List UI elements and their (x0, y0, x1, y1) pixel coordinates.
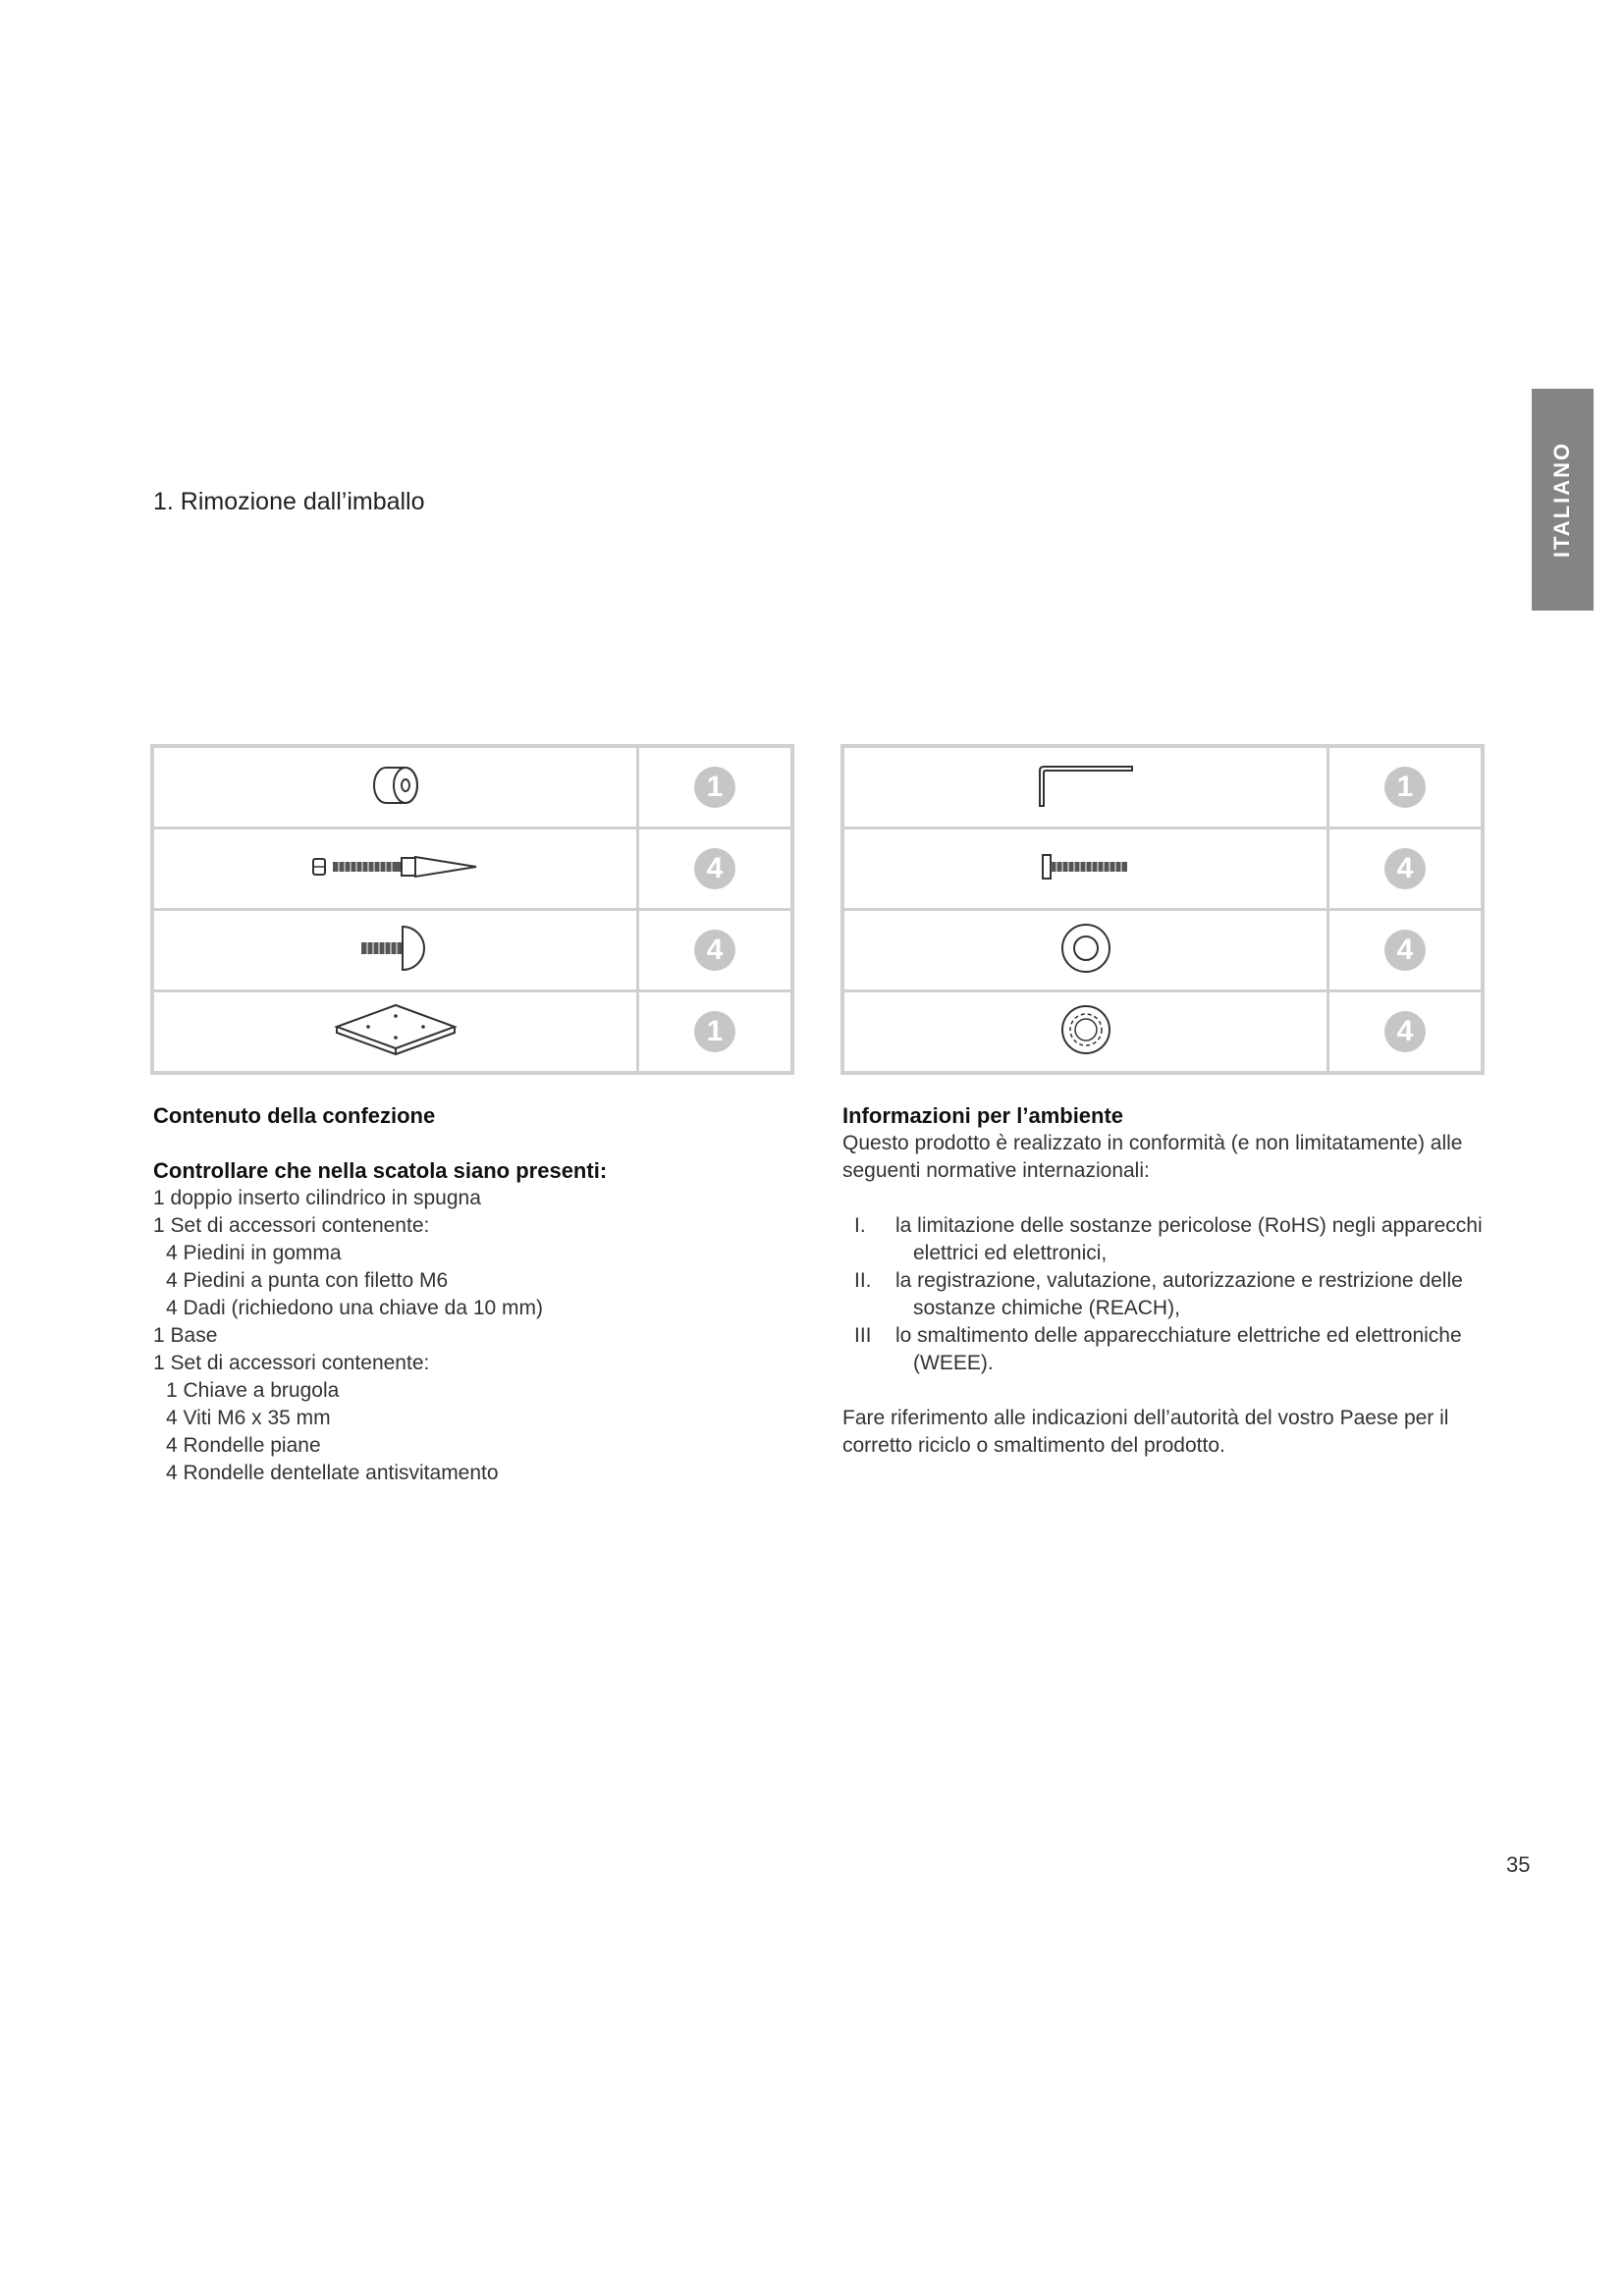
contents-line: 4 Dadi (richiedono una chiave da 10 mm) (166, 1297, 544, 1319)
quantity-badge: 4 (1384, 930, 1426, 971)
screw-icon (1037, 849, 1135, 884)
contents-line: 4 Viti M6 x 35 mm (166, 1407, 331, 1429)
base-plate-icon (327, 999, 464, 1060)
part-row (842, 828, 1483, 910)
spike-foot-icon (307, 847, 484, 886)
quantity-badge: 1 (1384, 767, 1426, 808)
part-row (842, 910, 1483, 991)
contents-line: 1 Base (153, 1324, 218, 1347)
regulation-number: III (854, 1324, 872, 1347)
regulation-item (842, 1212, 1490, 1267)
foam-cylinder-icon (356, 756, 435, 815)
language-tab (1532, 389, 1594, 611)
regulation-number: I. (854, 1214, 866, 1237)
quantity-badge: 4 (1384, 848, 1426, 889)
regulation-item (842, 1322, 1490, 1377)
contents-line: 1 doppio inserto cilindrico in spugna (153, 1187, 481, 1209)
contents-line: 1 Set di accessori contenente: (153, 1352, 430, 1374)
quantity-badge: 4 (694, 848, 735, 889)
rubber-foot-icon (352, 919, 440, 978)
quantity-badge: 1 (694, 767, 735, 808)
contents-line: 4 Rondelle dentellate antisvitamento (166, 1462, 499, 1484)
contents-line: 4 Rondelle piane (166, 1434, 321, 1457)
contents-line: 4 Piedini a punta con filetto M6 (166, 1269, 449, 1292)
lock-washer-icon (1056, 1000, 1115, 1059)
language-tab-label: ITALIANO (1549, 441, 1575, 559)
contents-heading: Contenuto della confezione (153, 1103, 436, 1128)
environment-intro: Questo prodotto è realizzato in conformità (e non limitatamente) alle seguenti normative internazionali: (842, 1132, 1463, 1182)
part-row (842, 746, 1483, 828)
parts-table-left (150, 744, 794, 1075)
part-row (842, 991, 1483, 1074)
section-title: 1. Rimozione dall’imballo (153, 488, 425, 515)
contents-line: 4 Piedini in gomma (166, 1242, 342, 1264)
environment-info (842, 1102, 1490, 1460)
regulation-text: lo smaltimento delle apparecchiature elettriche ed elettroniche (WEEE). (895, 1324, 1462, 1374)
part-row (152, 910, 792, 991)
regulation-text: la limitazione delle sostanze pericolose (RoHS) negli apparecchi elettrici ed elettronici, (895, 1214, 1483, 1264)
part-row (152, 991, 792, 1074)
parts-table-right (840, 744, 1485, 1075)
regulation-number: II. (854, 1269, 872, 1292)
allen-key-icon (1032, 761, 1140, 810)
quantity-badge: 4 (1384, 1011, 1426, 1052)
quantity-badge: 4 (694, 930, 735, 971)
part-row (152, 828, 792, 910)
environment-heading: Informazioni per l’ambiente (842, 1103, 1124, 1128)
contents-line: 1 Set di accessori contenente: (153, 1214, 430, 1237)
page-number: 35 (1506, 1852, 1531, 1877)
environment-footer: Fare riferimento alle indicazioni dell’autorità del vostro Paese per il corretto riciclo o smaltimento del prodotto. (842, 1407, 1449, 1457)
flat-washer-icon (1056, 919, 1115, 978)
regulation-item (842, 1267, 1490, 1322)
regulation-text: la registrazione, valutazione, autorizzazione e restrizione delle sostanze chimiche (REACH), (895, 1269, 1463, 1319)
quantity-badge: 1 (694, 1011, 735, 1052)
part-row (152, 746, 792, 828)
contents-line: 1 Chiave a brugola (166, 1379, 340, 1402)
package-contents (153, 1102, 782, 1487)
contents-subheading: Controllare che nella scatola siano presenti: (153, 1158, 608, 1183)
